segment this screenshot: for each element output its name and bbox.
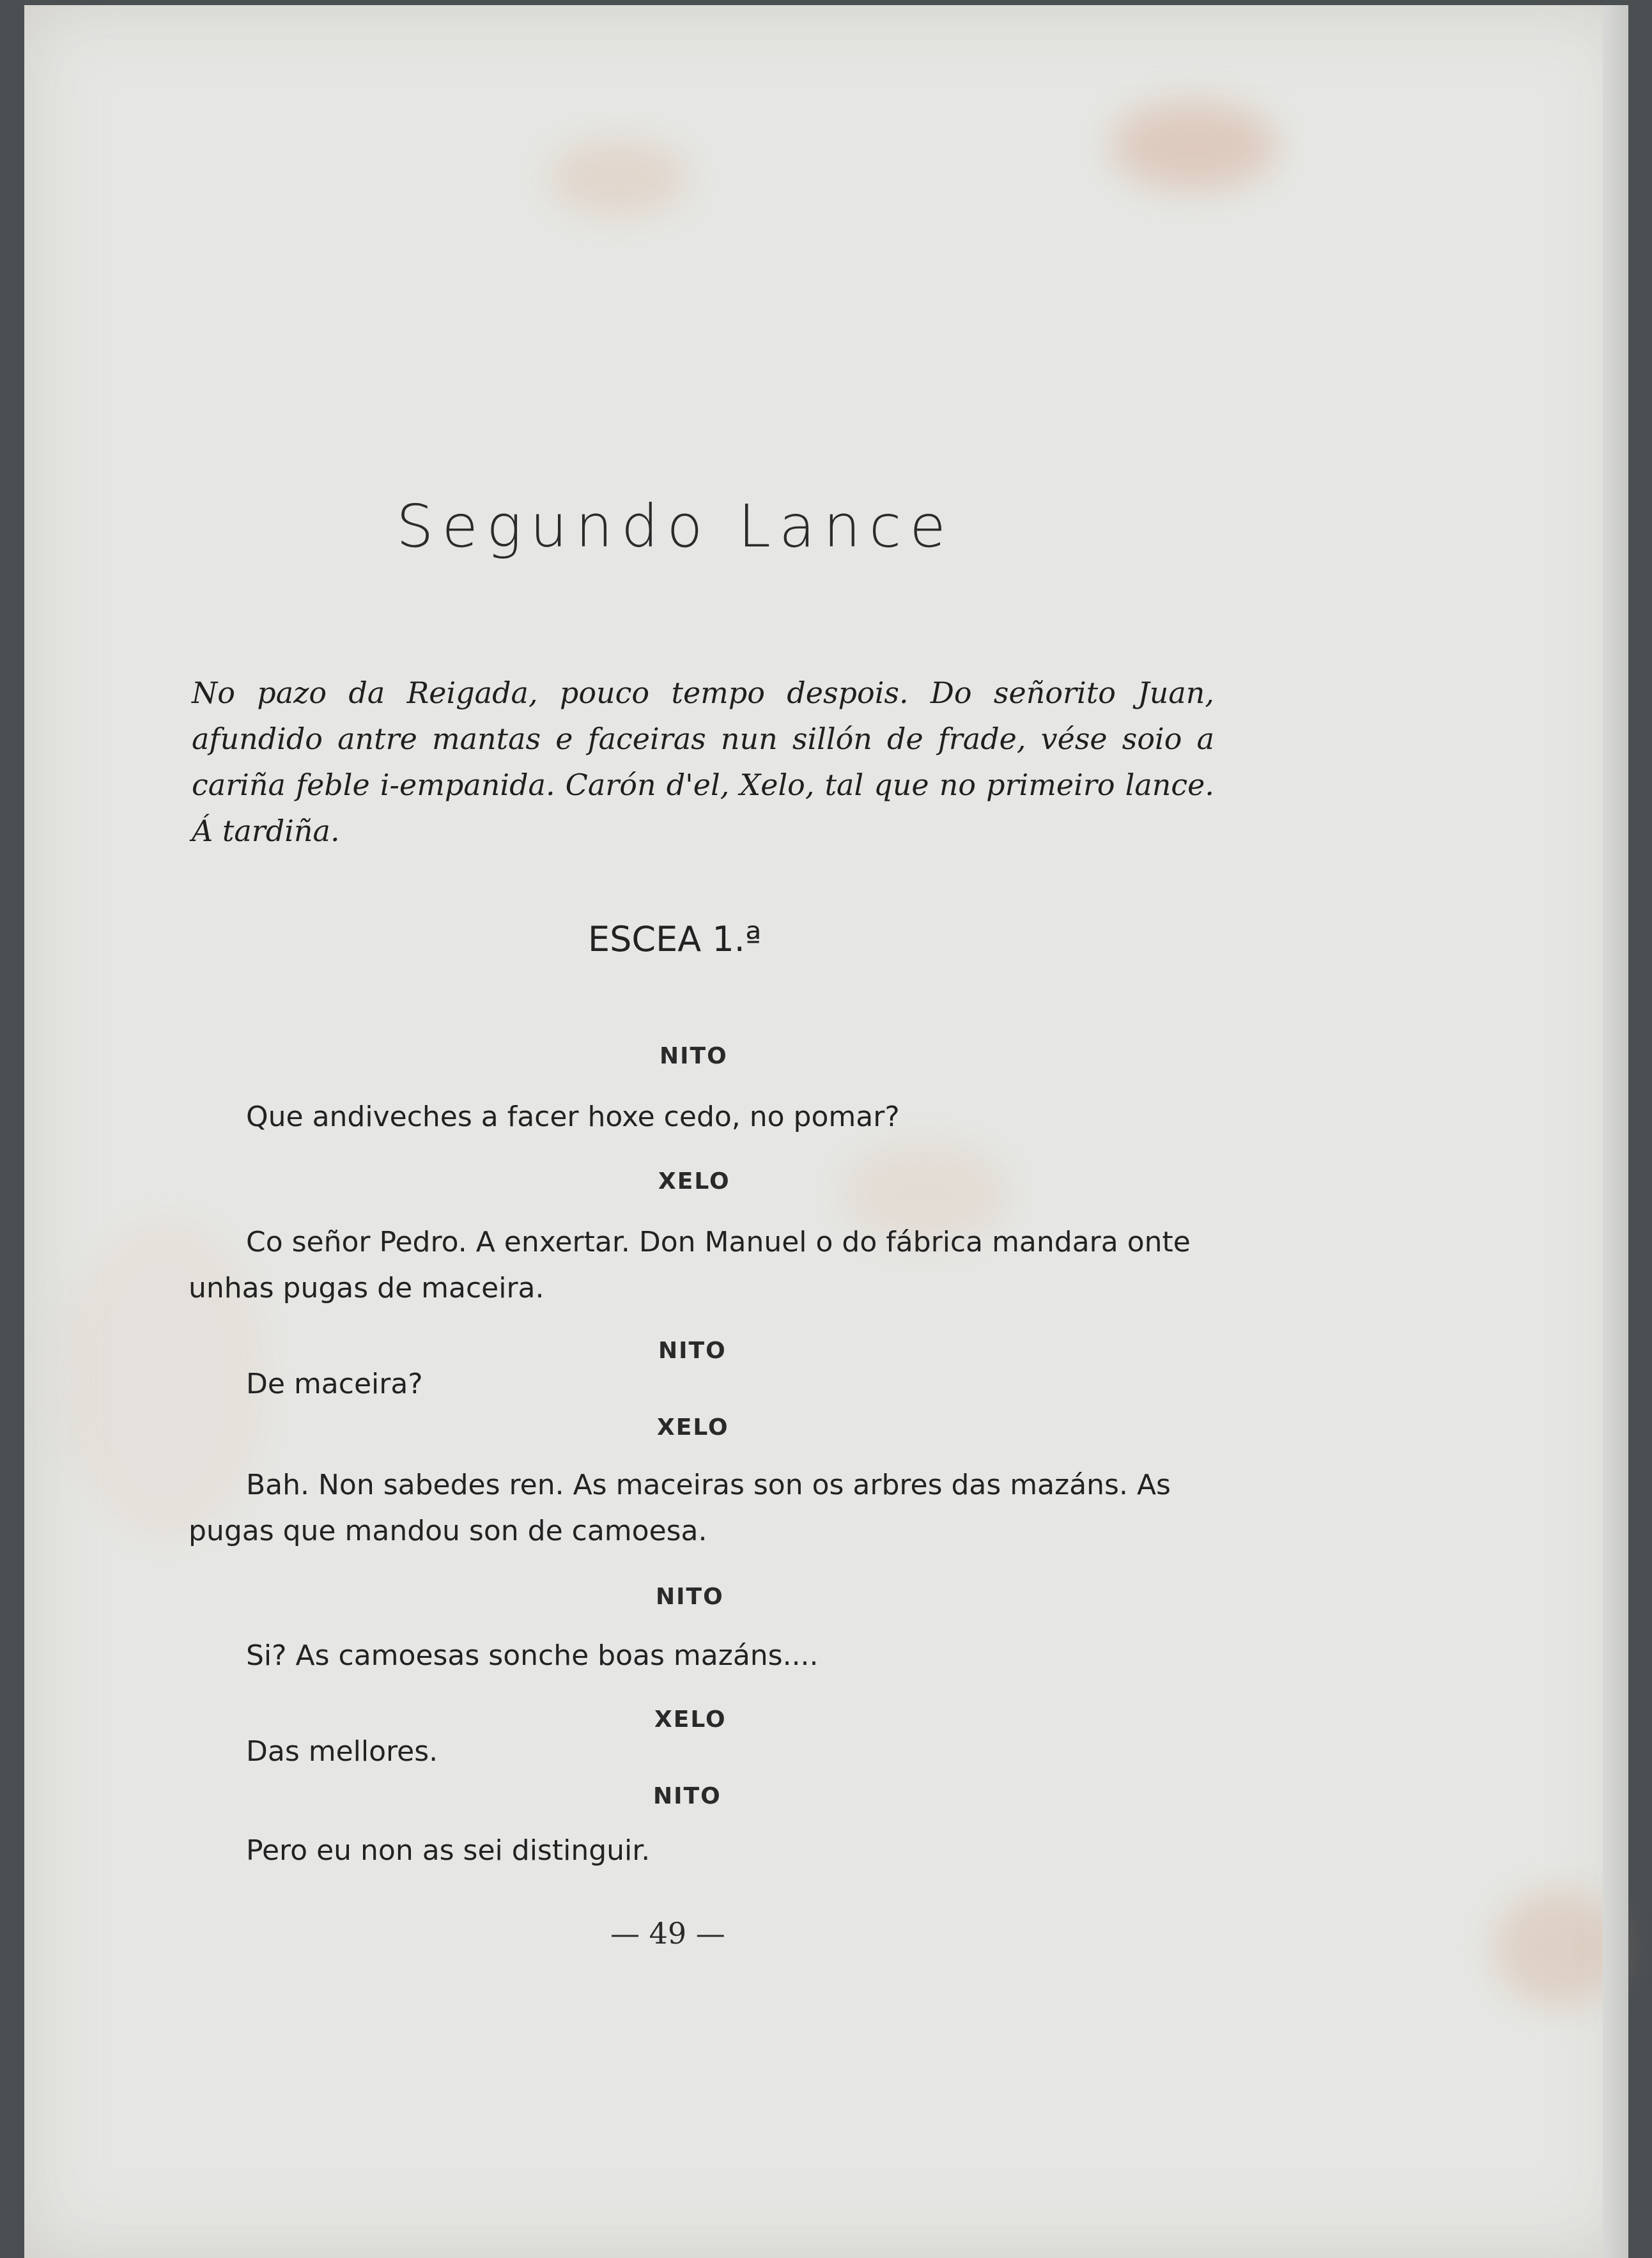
dialogue-line: Que andiveches a facer hoxe cedo, no pomar? xyxy=(246,1101,900,1133)
scene-heading: ESCEA 1.ª xyxy=(588,919,762,959)
stage-direction: No pazo da Reigada, pouco tempo despois. Do señorito Juan, afundido antre mantas e faceiras nun sillón de frade, vése soio a cariña feble i-empanida. Carón d'el, Xelo, tal que no primeiro lance. Á tardiña. xyxy=(192,676,1214,848)
page-number: — 49 — xyxy=(610,1916,725,1951)
paper-stain xyxy=(1111,101,1277,190)
speaker-name: NITO xyxy=(653,1783,722,1809)
speaker-name: XELO xyxy=(654,1706,727,1733)
dialogue-line: Das mellores. xyxy=(246,1735,438,1768)
page-edge xyxy=(1603,5,1628,2258)
speaker-name: XELO xyxy=(657,1414,729,1441)
paper-stain xyxy=(548,139,689,216)
dialogue-line: De maceira? xyxy=(246,1368,423,1400)
dialogue-line: Co señor Pedro. A enxertar. Don Manuel o do fábrica mandara onte unhas pugas de maceira. xyxy=(189,1226,1191,1304)
dialogue-line: Pero eu non as sei distinguir. xyxy=(246,1834,651,1867)
speaker-name: XELO xyxy=(658,1168,730,1195)
speaker-name: NITO xyxy=(660,1043,728,1069)
dialogue-line: Bah. Non sabedes ren. As maceiras son os arbres das mazáns. As pugas que mandou son de camoesa. xyxy=(189,1469,1171,1547)
speaker-name: NITO xyxy=(656,1584,724,1610)
speaker-name: NITO xyxy=(658,1338,727,1364)
act-title: Segundo Lance xyxy=(396,492,954,561)
dialogue-line: Si? As camoesas sonche boas mazáns.... xyxy=(246,1639,819,1672)
